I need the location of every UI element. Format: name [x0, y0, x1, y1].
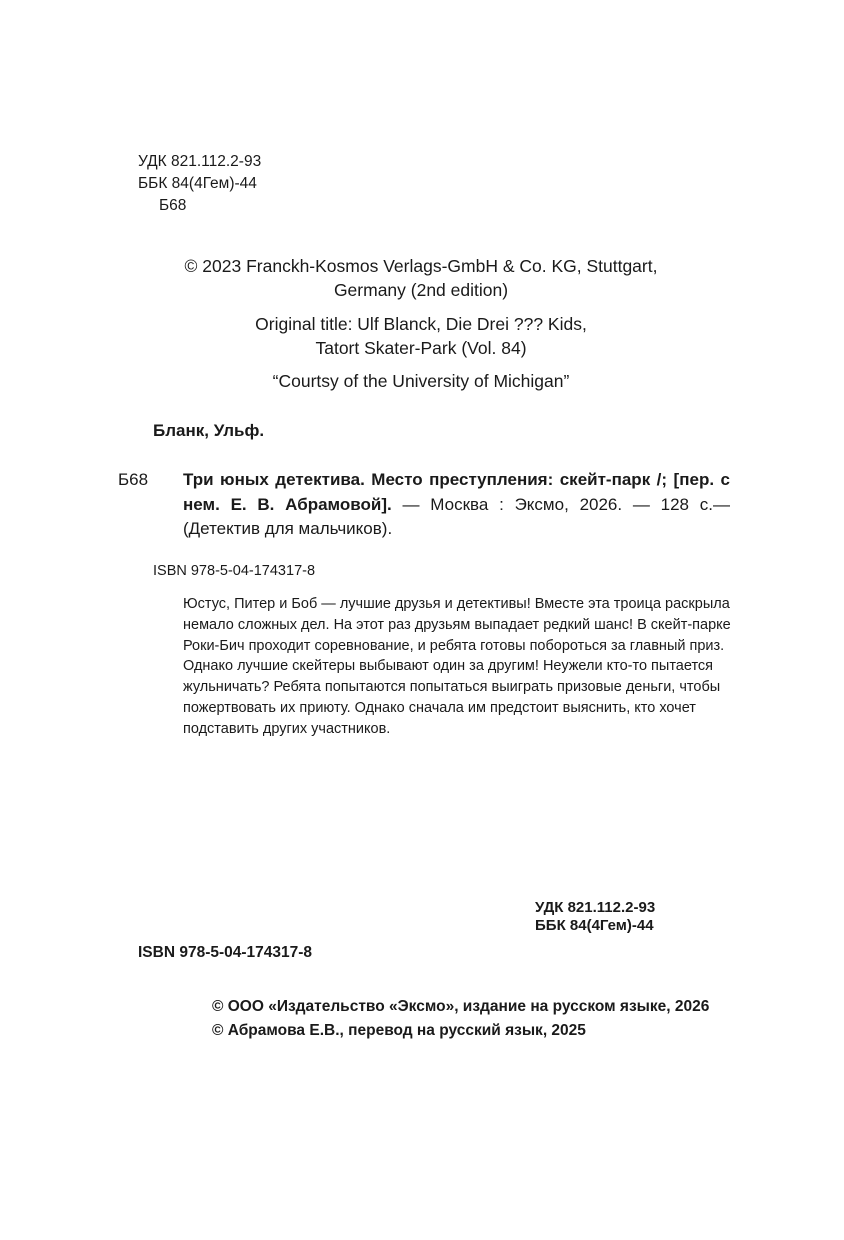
original-title-line-1: Original title: Ulf Blanck, Die Drei ??? Kids, [255, 314, 587, 334]
original-copyright-line-1: © 2023 Franckh-Kosmos Verlags-GmbH & Co. KG, Stuttgart, [184, 256, 658, 276]
top-classification-codes [138, 151, 261, 217]
rights-notices [212, 995, 709, 1043]
catalog-imprint: — Москва : Эксмо, 2026. — 128 с.— (Детектив для мальчиков). [183, 494, 731, 538]
bbk-code: ББК 84(4Гем)-44 [138, 175, 257, 192]
publisher-copyright: © ООО «Издательство «Эксмо», издание на русском языке, 2026 [212, 998, 710, 1015]
isbn-small: ISBN 978-5-04-174317-8 [153, 563, 316, 579]
bottom-udk-code: УДК 821.112.2-93 [535, 899, 656, 916]
original-copyright-line-2: Germany (2nd edition) [333, 280, 509, 300]
courtesy-note: “Courtsy of the University of Michigan” [272, 371, 570, 391]
udk-code: УДК 821.112.2-93 [138, 153, 262, 170]
catalog-title: Три юных детектива. Место преступления: скейт-парк /; [пер. с нем. Е. В. Абрамовой]. [183, 470, 730, 514]
annotation-text: Юстус, Питер и Боб — лучшие друзья и детективы! Вместе эта троица раскрыла немало сложных дел. На этот раз друзьям выпадает редкий шанс! В скейт-парке Роки-Бич проходит соревнование, и ребята готовы побороться за главный приз. Однако лучшие скейтеры выбывают один за другим! Неужели кто-то пытается жульничать? Ребята попытаются попытаться выиграть призовые деньги, чтобы пожертвовать их приюту. Однако сначала им предстоит выяснить, кто хочет подставить других участников. [183, 596, 731, 737]
original-copyright [140, 254, 702, 302]
isbn-bold: ISBN 978-5-04-174317-8 [138, 944, 313, 961]
author-mark: Б68 [159, 197, 187, 214]
catalog-entry [183, 468, 730, 542]
original-title [140, 312, 702, 360]
bottom-classification-codes [535, 899, 655, 935]
author-heading: Бланк, Ульф. [153, 421, 265, 440]
original-title-line-2: Tatort Skater-Park (Vol. 84) [315, 338, 527, 358]
catalog-code: Б68 [118, 470, 149, 489]
translator-copyright: © Абрамова Е.В., перевод на русский язык, 2025 [212, 1022, 586, 1039]
bottom-bbk-code: ББК 84(4Гем)-44 [535, 917, 654, 934]
